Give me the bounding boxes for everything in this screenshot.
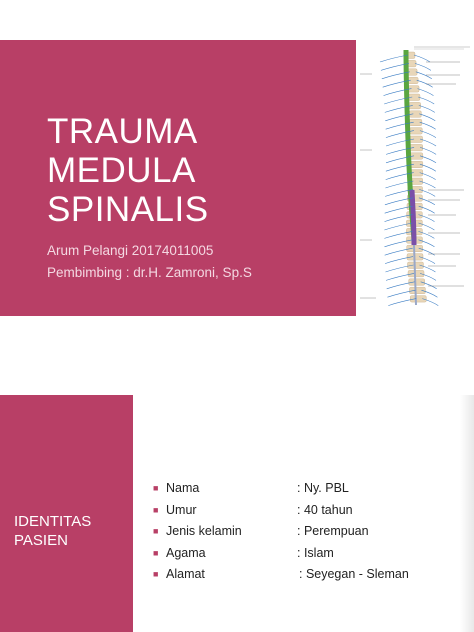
slide-subtitle [47,240,252,284]
section-title-line: PASIEN [14,532,68,549]
title-line: SPINALIS [47,190,209,229]
title-line: TRAUMA [47,112,198,151]
info-label: Agama [166,545,206,560]
square-bullet-icon: ■ [153,569,159,579]
slide-edge [460,395,474,632]
spine-illustration [356,40,474,316]
info-value: : Perempuan [297,524,369,538]
info-label: Nama [166,481,200,495]
info-label: Jenis kelamin [166,524,242,538]
section-title [14,512,124,550]
section-panel [0,395,133,632]
info-value: : Seyegan - Sleman [299,567,409,581]
info-value: : 40 tahun [297,502,353,517]
spinal-cord-diagram [356,40,474,316]
author-line: Arum Pelangi 20174011005 [47,243,214,258]
info-label: Alamat [166,567,205,581]
title-line: MEDULA [47,151,196,190]
title-slide [0,40,474,316]
slide-title [47,112,209,229]
supervisor-line: Pembimbing : dr.H. Zamroni, Sp.S [47,265,252,280]
section-title-line: IDENTITAS [14,513,92,530]
title-panel [0,40,356,316]
square-bullet-icon: ■ [153,526,159,536]
square-bullet-icon: ■ [153,483,159,493]
identity-slide [0,395,474,632]
info-value: : Ny. PBL [297,481,349,495]
info-value: : Islam [297,545,334,560]
square-bullet-icon: ■ [153,504,159,515]
info-label: Umur [166,502,197,517]
square-bullet-icon: ■ [153,547,159,558]
